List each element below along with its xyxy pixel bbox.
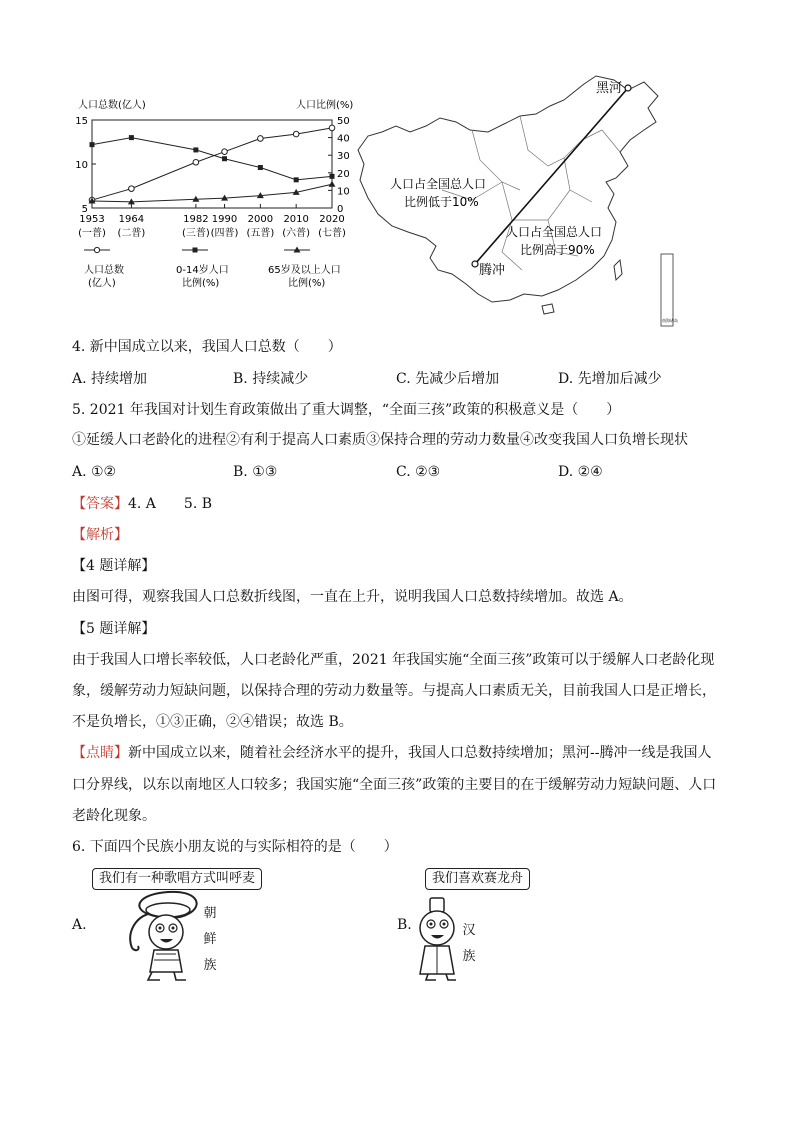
q6-b-ethnic-char1: 汉 xyxy=(462,923,476,938)
comment-tag: 【点睛】 xyxy=(72,745,128,761)
total-population-point xyxy=(129,186,135,192)
x-tick-label: 2020 xyxy=(319,214,345,225)
q6-a-ethnic-char3: 族 xyxy=(203,958,217,973)
q6-option-a-label[interactable]: A. xyxy=(72,917,87,933)
legend-total-name: 人口总数 xyxy=(84,265,124,276)
right-tick-label: 20 xyxy=(337,168,350,180)
legend-elder-name: 65岁及以上人口 xyxy=(268,265,341,276)
x-sub-label: (一普) xyxy=(78,228,106,239)
child-ratio-point xyxy=(222,156,227,161)
legend-child-name: 0-14岁人口 xyxy=(176,265,229,276)
south-sea-inset-label: 南海诸岛 xyxy=(662,318,678,323)
x-sub-label: (二普) xyxy=(117,228,146,239)
child-ratio-point xyxy=(258,165,263,170)
east-note-line2: 比例高于90% xyxy=(520,243,595,257)
q4-stem: 4. 新中国成立以来，我国人口总数（ ） xyxy=(72,339,342,355)
q6-a-child-illustration xyxy=(118,888,206,984)
left-tick-label: 5 xyxy=(81,204,88,215)
q4-detail-text: 由图可得，观察我国人口总数折线图，一直在上升，说明我国人口总数持续增加。故选 A。 xyxy=(72,589,633,605)
right-tick-label: 50 xyxy=(337,116,350,127)
x-tick-label: 2010 xyxy=(283,214,309,225)
tengchong-label: 腾冲 xyxy=(479,263,506,278)
q5-option-a[interactable]: A. ①② xyxy=(72,464,117,480)
comment-line3: 老龄化现象。 xyxy=(72,808,156,824)
child-ratio-point xyxy=(193,147,198,152)
q5-detail-line2: 象，缓解劳动力短缺问题，以保持合理的劳动力数量等。与提高人口素质无关，目前我国人口是正增长， xyxy=(72,683,716,699)
q4-detail-tag: 【4 题详解】 xyxy=(72,558,156,574)
comment-line2: 口分界线，以东以南地区人口较多；我国实施“全面三孩”政策的主要目的在于缓解劳动力短缺问题、人口 xyxy=(72,777,717,793)
q4-option-c[interactable]: C. 先减少后增加 xyxy=(396,371,500,387)
x-tick-label: 1953 xyxy=(79,214,105,225)
legend-child-unit: 比例(%) xyxy=(182,278,220,289)
right-tick-label: 10 xyxy=(337,186,350,198)
west-note-line2: 比例低于10% xyxy=(404,195,479,209)
q5-option-b[interactable]: B. ①③ xyxy=(233,464,278,480)
population-chart xyxy=(70,95,360,295)
heihe-label: 黑河 xyxy=(596,81,623,96)
taiwan-island xyxy=(614,260,622,280)
comment-text1: 新中国成立以来，随着社会经济水平的提升，我国人口总数持续增加；黑河--腾冲一线是我国人 xyxy=(128,745,712,761)
x-sub-label: (三普) xyxy=(181,228,210,239)
x-sub-label: (七普) xyxy=(318,228,346,239)
x-tick-label: 2000 xyxy=(247,214,274,225)
right-tick-label: 30 xyxy=(337,151,350,163)
total-population-point xyxy=(329,125,335,131)
analysis-tag: 【解析】 xyxy=(72,527,128,543)
series-line-1 xyxy=(92,138,332,180)
east-note-line1: 人口占全国总人口 xyxy=(506,225,603,239)
legend-square-marker xyxy=(193,248,198,253)
chart-series xyxy=(89,125,336,204)
right-axis-label: 人口比例(%) xyxy=(296,100,354,111)
answer-text: 4. A 5. B xyxy=(128,496,213,512)
child-ratio-point xyxy=(90,142,95,147)
q6-a-ethnic-char1: 朝 xyxy=(203,906,217,921)
child-ratio-point xyxy=(294,177,299,182)
total-population-point xyxy=(293,131,299,137)
south-sea-inset xyxy=(661,254,673,326)
total-population-point xyxy=(222,149,228,155)
q5-statements: ①延缓人口老龄化的进程②有利于提高人口素质③保持合理的劳动力数量④改变我国人口负增长现状 xyxy=(72,432,688,448)
q6-b-ethnic-char2: 族 xyxy=(462,949,476,964)
right-tick-label: 40 xyxy=(337,133,350,145)
total-population-point xyxy=(193,159,199,165)
hainan-island xyxy=(542,304,554,314)
q5-option-d[interactable]: D. ②④ xyxy=(558,464,603,480)
legend-circle-marker xyxy=(94,247,99,252)
right-tick-label: 0 xyxy=(337,204,344,215)
x-tick-label: 1982 xyxy=(183,214,209,225)
q6-stem: 6. 下面四个民族小朋友说的与实际相符的是（ ） xyxy=(72,839,398,855)
q6-a-ethnic-char2: 鲜 xyxy=(203,932,217,947)
q4-option-a[interactable]: A. 持续增加 xyxy=(72,371,148,387)
q6-b-speech-bubble: 我们喜欢赛龙舟 xyxy=(425,868,530,890)
left-axis-label: 人口总数(亿人) xyxy=(78,100,146,111)
x-tick-label: 1964 xyxy=(118,214,145,225)
comment-line1 xyxy=(72,743,711,763)
x-sub-label: (四普) xyxy=(210,228,239,239)
answer-line xyxy=(72,494,212,514)
q6-a-speech-bubble: 我们有一种歌唱方式叫呼麦 xyxy=(92,868,262,890)
tengchong-point xyxy=(472,261,478,267)
answer-tag: 【答案】 xyxy=(72,496,128,512)
heihe-point xyxy=(625,85,631,91)
china-population-map xyxy=(352,70,678,328)
west-note-line1: 人口占全国总人口 xyxy=(390,177,487,191)
q5-stem: 5. 2021 年我国对计划生育政策做出了重大调整，“全面三孩”政策的积极意义是（ ） xyxy=(72,402,621,418)
left-tick-label: 10 xyxy=(75,160,88,171)
q5-detail-line1: 由于我国人口增长率较低，人口老龄化严重，2021 年我国实施“全面三孩”政策可以于缓解人口老龄化现 xyxy=(72,652,715,668)
chart-axes xyxy=(75,116,349,239)
q4-option-d[interactable]: D. 先增加后减少 xyxy=(558,371,662,387)
x-sub-label: (五普) xyxy=(246,228,275,239)
child-ratio-point xyxy=(129,135,134,140)
q5-detail-tag: 【5 题详解】 xyxy=(72,621,156,637)
q6-option-b-label[interactable]: B. xyxy=(397,917,412,933)
legend-elder-unit: 比例(%) xyxy=(288,278,326,289)
left-tick-label: 15 xyxy=(75,116,88,127)
q4-option-b[interactable]: B. 持续减少 xyxy=(233,371,309,387)
x-sub-label: (六普) xyxy=(282,228,311,239)
legend-total-unit: (亿人) xyxy=(88,278,116,289)
q5-detail-line3: 不是负增长，①③正确，②④错误；故选 B。 xyxy=(72,714,353,730)
child-ratio-point xyxy=(330,174,335,179)
total-population-point xyxy=(258,136,264,142)
q5-option-c[interactable]: C. ②③ xyxy=(396,464,441,480)
x-tick-label: 1990 xyxy=(211,214,238,225)
chart-legend xyxy=(84,247,341,290)
elder-ratio-point xyxy=(329,181,336,187)
